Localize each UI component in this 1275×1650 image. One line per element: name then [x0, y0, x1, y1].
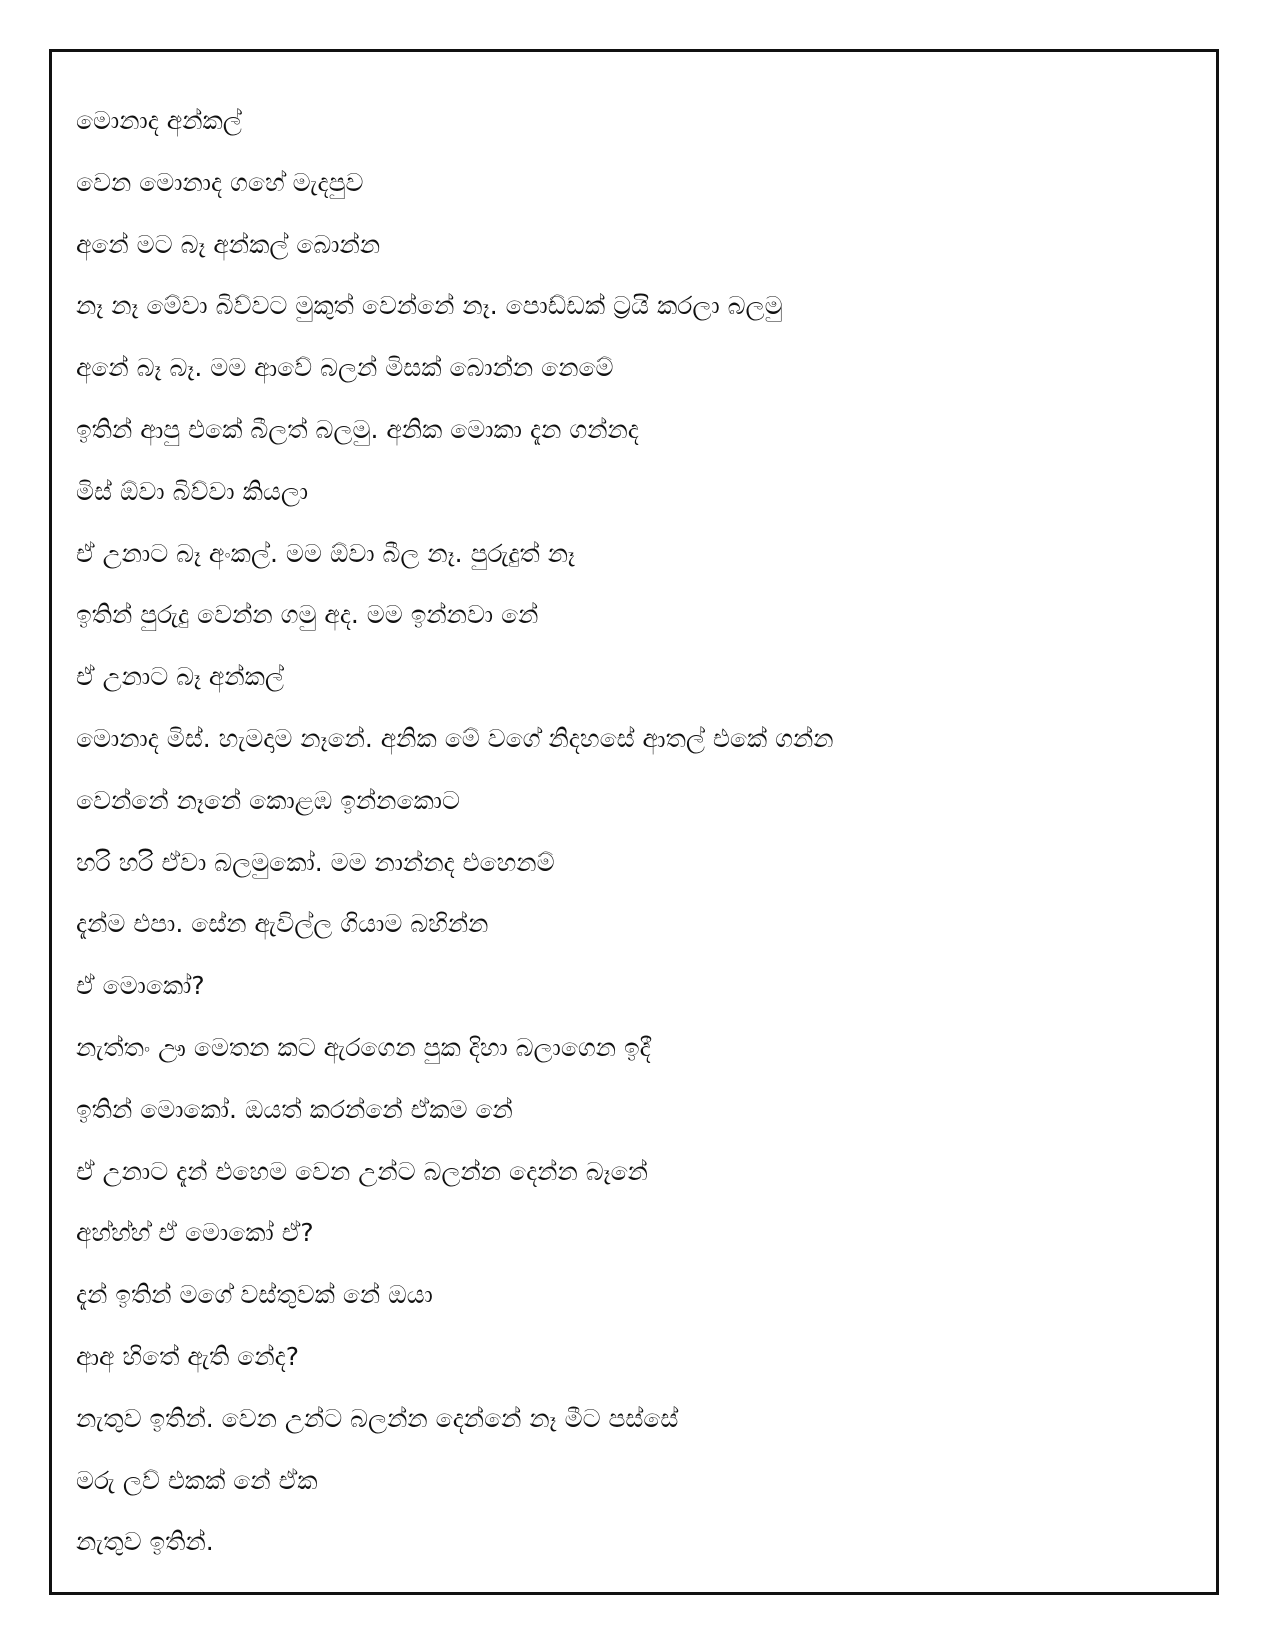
- text-line-21: ආඅ හිතේ ඇති නේද?: [76, 1341, 299, 1371]
- text-line-7: මිස් ඕවා බිව්වා කියලා: [76, 476, 309, 506]
- text-line-8: ඒ උනාට බෑ අංකල්. මම ඕවා බීල නෑ. පුරුදුත් නෑ: [76, 538, 576, 568]
- text-line-11: මොනාද මිස්. හැමදාම නෑනේ. අනික මේ වගේ නිදහසේ ආතල් එකේ ගන්න: [76, 723, 834, 753]
- text-line-2: වෙන මොනාද ගහේ මැදපුව: [76, 167, 364, 197]
- text-line-1: මොනාද අන්කල්: [76, 106, 242, 135]
- text-line-6: ඉතින් ආපු එකේ බීලත් බලමු. අනික මොකා දැන ගන්නද: [76, 414, 639, 444]
- text-line-23: මරු ලව් එකක් නේ ඒක: [76, 1465, 318, 1495]
- text-line-4: නෑ නෑ මේවා බිව්වට මුකුත් වෙන්නේ නෑ. පොඩ්ඩක් ට්‍රයි කරලා බලමු: [76, 291, 783, 321]
- text-line-10: ඒ උනාට බෑ අන්කල්: [76, 662, 284, 692]
- text-line-9: ඉතින් පුරුදු වෙන්න ගමු අද. මම ඉන්නවා නේ: [76, 600, 539, 630]
- text-line-15: ඒ මොකෝ?: [76, 971, 205, 1001]
- text-line-13: හරි හරි ඒවා බලමුකෝ. මම නාන්නද එහෙනම්: [76, 847, 555, 877]
- text-line-24: නැතුව ඉතින්.: [76, 1527, 214, 1557]
- text-line-20: දැන් ඉතින් මගේ වස්තුවක් නේ ඔයා: [76, 1280, 433, 1310]
- text-line-17: ඉතින් මොකෝ. ඔයත් කරන්නේ ඒකම නේ: [76, 1094, 513, 1124]
- dialogue-text: [76, 98, 1196, 1581]
- text-line-19: අහ්හ්හ් ඒ මොකෝ ඒ?: [76, 1218, 314, 1248]
- text-line-12: වෙන්නේ නෑනේ කොළඹ ඉන්නකොට: [76, 785, 460, 815]
- text-line-16: නැත්තං ඌ මෙතන කට ඇරගෙන පුක දිහා බලාගෙන ඉදී: [76, 1032, 651, 1062]
- text-line-3: අනේ මට බෑ අන්කල් බොන්න: [76, 229, 381, 259]
- text-line-5: අනේ බෑ බෑ. මම ආවේ බලන් මිසක් බොන්න නෙමේ: [76, 353, 614, 383]
- text-line-18: ඒ උනාට දැන් එහෙම වෙන උන්ට බලන්න දෙන්න බෑනේ: [76, 1156, 648, 1186]
- text-line-22: නැතුව ඉතින්. වෙන උන්ට බලන්න දෙන්නේ නෑ මීට පස්සේ: [76, 1403, 679, 1433]
- text-line-14: දැන්ම එපා. සේන ඇවිල්ල ගියාම බහින්න: [76, 909, 489, 939]
